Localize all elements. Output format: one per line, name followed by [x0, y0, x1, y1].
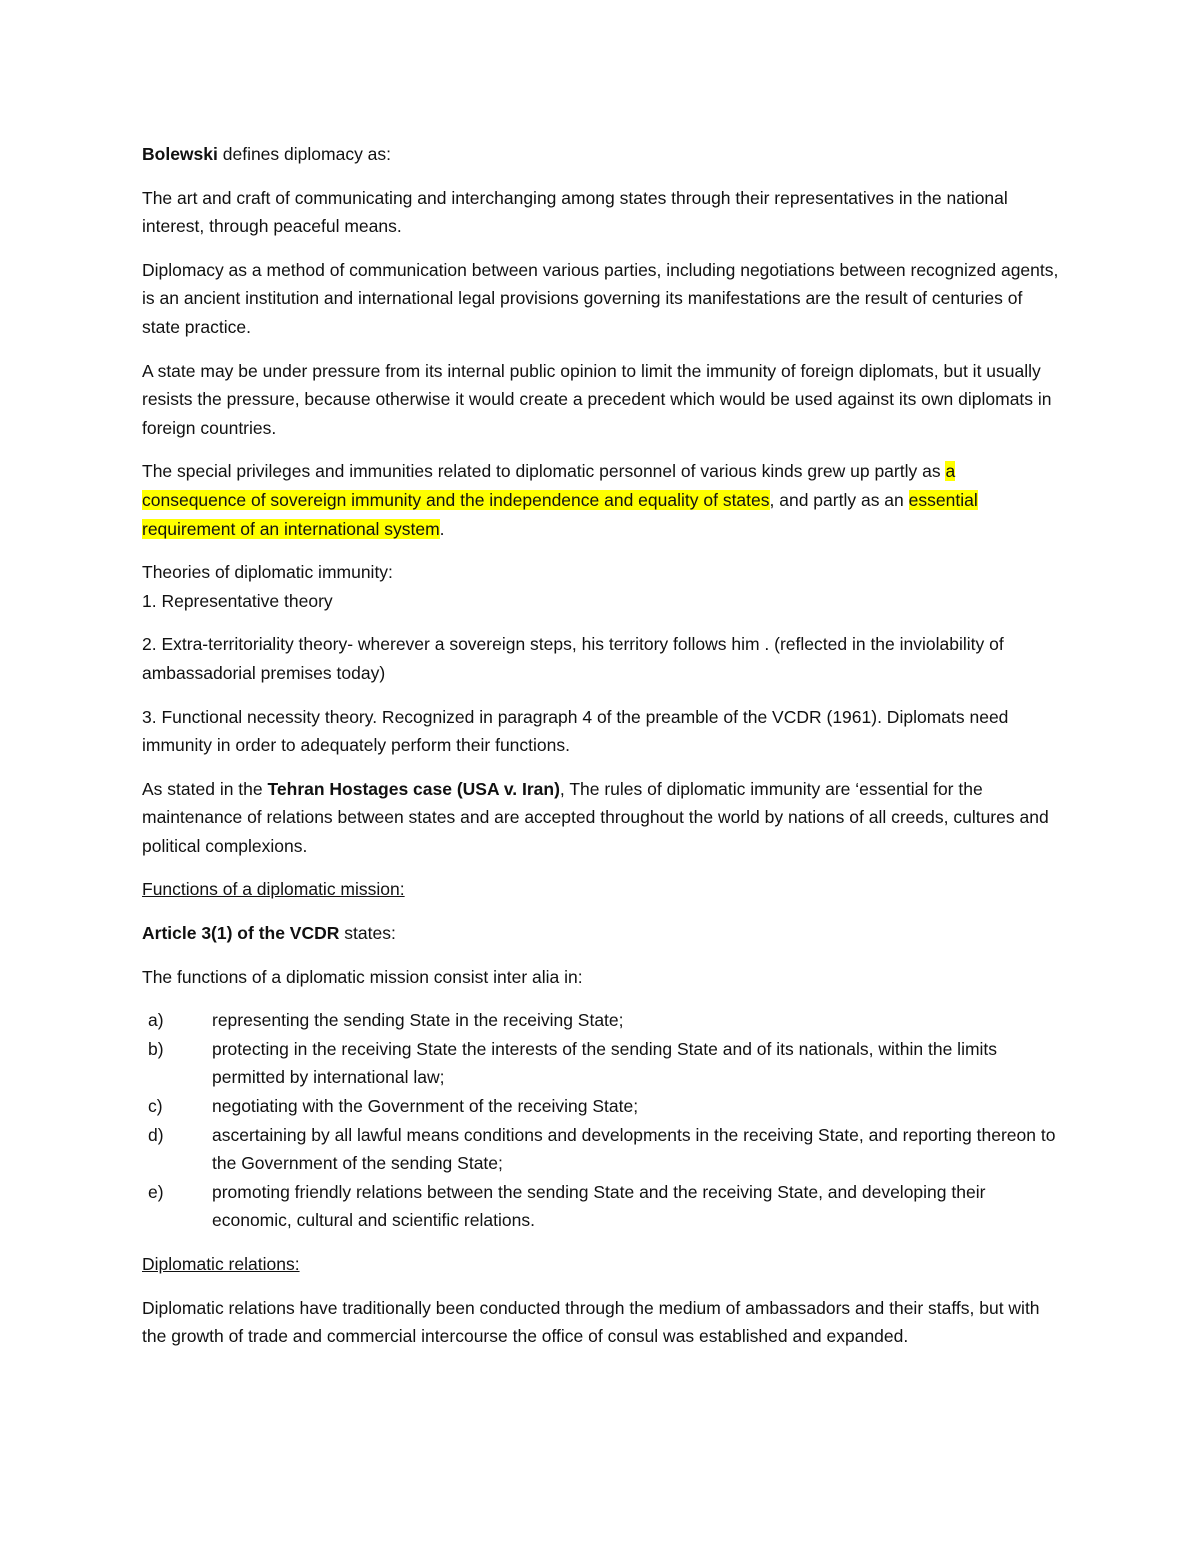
- list-marker: d): [148, 1124, 164, 1145]
- list-item-text: negotiating with the Government of the receiving State;: [212, 1096, 639, 1117]
- definition-paragraph: The art and craft of communicating and interchanging among states through their representatives in the national interest, through peaceful means.: [142, 187, 1008, 237]
- list-item-text: representing the sending State in the receiving State;: [212, 1010, 624, 1031]
- list-item: [142, 1178, 1062, 1235]
- privileges-lead: The special privileges and immunities related to diplomatic personnel of various kinds grew up partly as: [142, 461, 946, 482]
- intro-rest: defines diplomacy as:: [217, 144, 392, 164]
- highlighted-text: a consequence of sovereign immunity and the independence and equality of states: [142, 461, 956, 510]
- list-marker: b): [148, 1038, 164, 1059]
- pressure-paragraph: A state may be under pressure from its internal public opinion to limit the immunity of foreign diplomats, but it usually resists the pressure, because otherwise it would create a precedent which would be used against its own diplomats in foreign countries.: [142, 360, 1052, 438]
- theory-item: 3. Functional necessity theory. Recognized in paragraph 4 of the preamble of the VCDR (1961). Diplomats need immunity in order to adequately perform their functions.: [142, 706, 1009, 756]
- list-marker: c): [148, 1096, 163, 1117]
- author-name: Bolewski: [142, 144, 218, 164]
- list-item-text: ascertaining by all lawful means conditions and developments in the receiving State, and reporting thereon to the Government of the sending State;: [212, 1124, 1056, 1174]
- method-paragraph: Diplomacy as a method of communication between various parties, including negotiations between recognized agents, is an ancient institution and international legal provisions governing its manifestations are the result of centuries of state practice.: [142, 259, 1059, 337]
- functions-heading: Functions of a diplomatic mission:: [142, 879, 405, 900]
- list-item: [142, 1006, 1062, 1035]
- relations-paragraph: Diplomatic relations have traditionally been conducted through the medium of ambassadors and their staffs, but with the growth of trade and commercial intercourse the office of consul was established and expanded.: [142, 1297, 1040, 1347]
- list-marker: e): [148, 1181, 164, 1202]
- list-item: [142, 1092, 1062, 1121]
- tehran-paragraph: [142, 775, 1062, 861]
- article-line: [142, 919, 1062, 948]
- article-rest: states:: [339, 923, 396, 944]
- list-item: [142, 1035, 1062, 1092]
- intro-line: [142, 140, 1062, 169]
- functions-list: [142, 1006, 1062, 1235]
- highlighted-text: essential requirement of an international system: [142, 489, 978, 539]
- list-item: [142, 1121, 1062, 1178]
- case-name: Tehran Hostages case (USA v. Iran): [267, 778, 560, 799]
- theory-item: 2. Extra-territoriality theory- wherever a sovereign steps, his territory follows him . (reflected in the inviolability of ambassadorial premises today): [142, 634, 1004, 683]
- list-item-text: promoting friendly relations between the sending State and the receiving State, and developing their economic, cultural and scientific relations.: [212, 1181, 986, 1231]
- theories-heading: Theories of diplomatic immunity:: [142, 562, 393, 583]
- tehran-lead: As stated in the: [142, 778, 268, 799]
- theory-item: 1. Representative theory: [142, 590, 333, 611]
- document-page: [142, 140, 1062, 1366]
- relations-heading: Diplomatic relations:: [142, 1254, 300, 1274]
- article-reference: Article 3(1) of the VCDR: [142, 923, 340, 944]
- functions-intro: The functions of a diplomatic mission consist inter alia in:: [142, 966, 583, 987]
- list-item-text: protecting in the receiving State the interests of the sending State and of its nationals, within the limits permitted by international law;: [212, 1038, 998, 1088]
- privileges-paragraph: [142, 457, 1062, 543]
- privileges-end: .: [439, 518, 445, 539]
- list-marker: a): [148, 1010, 164, 1031]
- privileges-middle: , and partly as an: [769, 489, 909, 510]
- tehran-rest: , The rules of diplomatic immunity are ‘essential for the maintenance of relations between states and are accepted throughout the world by nations of all creeds, cultures and political complexions.: [142, 778, 1049, 856]
